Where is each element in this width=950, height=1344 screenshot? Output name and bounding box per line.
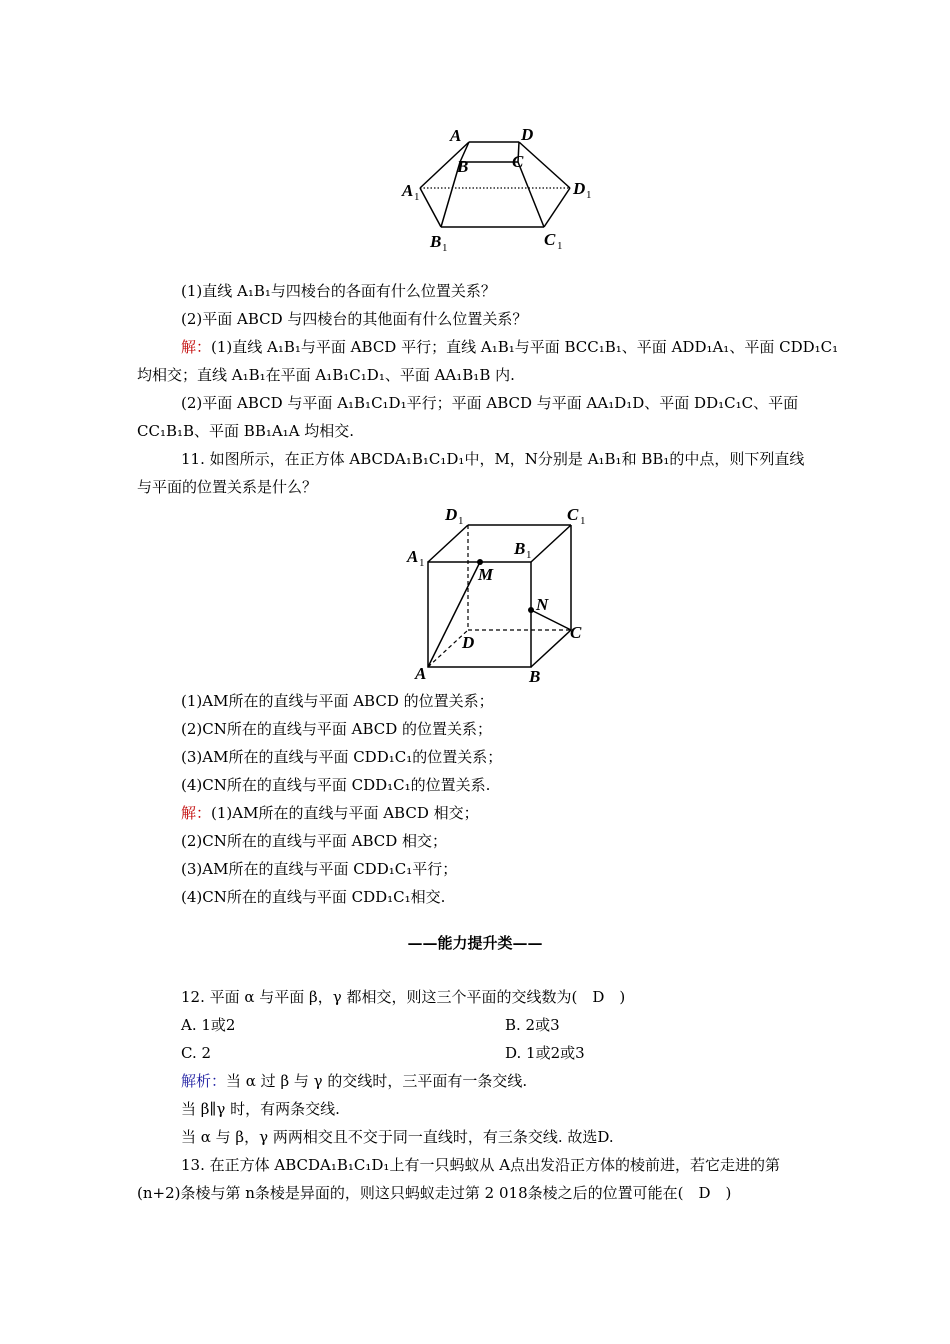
q12-answer1 xyxy=(181,1070,527,1092)
section-title: ——能力提升类—— xyxy=(407,934,543,952)
q11-part3: (3)AM所在的直线与平面 CDD₁C₁的位置关系； xyxy=(181,748,503,766)
answer-label: 解： xyxy=(181,804,212,822)
label-A1: A xyxy=(402,181,414,200)
frustum-figure xyxy=(395,120,605,255)
cube-figure xyxy=(400,500,600,690)
answer-text: (1)直线 A₁B₁与平面 ABCD 平行；直线 A₁B₁与平面 BCC₁B₁、平面 ADD₁A₁、平面 CDD₁C₁ xyxy=(211,338,839,356)
q12-answer2: 当 β∥γ 时，有两条交线. xyxy=(181,1100,340,1118)
q11-part1: (1)AM所在的直线与平面 ABCD 的位置关系； xyxy=(181,692,494,710)
q11-part2: (2)CN所在的直线与平面 ABCD 的位置关系； xyxy=(181,720,493,738)
q12-option-d: D. 1或2或3 xyxy=(505,1044,585,1062)
cube-label-A1-sub: 1 xyxy=(419,557,425,569)
q10-answer2b: CC₁B₁B、平面 BB₁A₁A 均相交. xyxy=(137,422,355,440)
label-C1: C xyxy=(544,230,556,249)
label-A: A xyxy=(450,126,462,145)
label-C1-sub: 1 xyxy=(557,240,563,252)
q10-answer1b: 均相交；直线 A₁B₁在平面 A₁B₁C₁D₁、平面 AA₁B₁B 内. xyxy=(137,366,515,384)
label-B1: B xyxy=(430,232,442,251)
q13-stem-a: 13. 在正方体 ABCDA₁B₁C₁D₁上有一只蚂蚁从 A点出发沿正方体的棱前进，若它走进的第 xyxy=(181,1156,781,1174)
q11-answer2: (2)CN所在的直线与平面 ABCD 相交； xyxy=(181,832,448,850)
cube-label-D1: D xyxy=(445,505,458,524)
cube-label-C: C xyxy=(570,623,582,642)
q11-answer1 xyxy=(181,802,479,824)
label-B1-sub: 1 xyxy=(442,242,448,254)
cube-label-A1: A xyxy=(407,547,419,566)
cube-label-B1: B xyxy=(514,539,526,558)
q11-part4: (4)CN所在的直线与平面 CDD₁C₁的位置关系. xyxy=(181,776,491,794)
q12-answer3: 当 α 与 β，γ 两两相交且不交于同一直线时，有三条交线. 故选D. xyxy=(181,1128,614,1146)
cube-label-B1-sub: 1 xyxy=(526,549,532,561)
q12-stem: 12. 平面 α 与平面 β，γ 都相交，则这三个平面的交线数为( D ) xyxy=(181,988,626,1006)
label-D1: D xyxy=(573,179,586,198)
q11-answer4: (4)CN所在的直线与平面 CDD₁C₁相交. xyxy=(181,888,446,906)
q11-answer3: (3)AM所在的直线与平面 CDD₁C₁平行； xyxy=(181,860,458,878)
q12-option-a: A. 1或2 xyxy=(181,1016,236,1034)
cube-label-N: N xyxy=(536,595,549,614)
cube-label-M: M xyxy=(478,565,494,584)
q10-answer2a: (2)平面 ABCD 与平面 A₁B₁C₁D₁平行；平面 ABCD 与平面 AA₁D₁D、平面 DD₁C₁C、平面 xyxy=(181,394,799,412)
label-A1-sub: 1 xyxy=(414,191,420,203)
cube-label-C1: C xyxy=(567,505,579,524)
cube-label-C1-sub: 1 xyxy=(580,515,586,527)
cube-label-B: B xyxy=(529,667,541,686)
label-D: D xyxy=(521,125,534,144)
cube-label-A: A xyxy=(415,664,427,683)
q12-option-b: B. 2或3 xyxy=(505,1016,560,1034)
label-C: C xyxy=(512,152,524,171)
analysis-text: 当 α 过 β 与 γ 的交线时，三平面有一条交线. xyxy=(226,1072,528,1090)
answer-text: (1)AM所在的直线与平面 ABCD 相交； xyxy=(211,804,479,822)
cube-label-D: D xyxy=(462,633,475,652)
q11-stem-b: 与平面的位置关系是什么？ xyxy=(137,478,318,496)
q10-answer1a xyxy=(181,336,838,358)
label-B: B xyxy=(457,157,469,176)
q10-part1: (1)直线 A₁B₁与四棱台的各面有什么位置关系？ xyxy=(181,282,496,300)
point-N xyxy=(528,607,534,613)
label-D1-sub: 1 xyxy=(586,189,592,201)
q10-part2: (2)平面 ABCD 与四棱台的其他面有什么位置关系？ xyxy=(181,310,528,328)
q12-option-c: C. 2 xyxy=(181,1044,212,1062)
cube-label-D1-sub: 1 xyxy=(458,515,464,527)
q11-stem-a: 11. 如图所示，在正方体 ABCDA₁B₁C₁D₁中，M，N分别是 A₁B₁和 BB₁的中点，则下列直线 xyxy=(181,450,805,468)
answer-label: 解： xyxy=(181,338,212,356)
analysis-label: 解析： xyxy=(181,1072,227,1090)
q13-stem-b: (n+2)条棱与第 n条棱是异面的，则这只蚂蚁走过第 2 018条棱之后的位置可能在( D ) xyxy=(137,1184,732,1202)
